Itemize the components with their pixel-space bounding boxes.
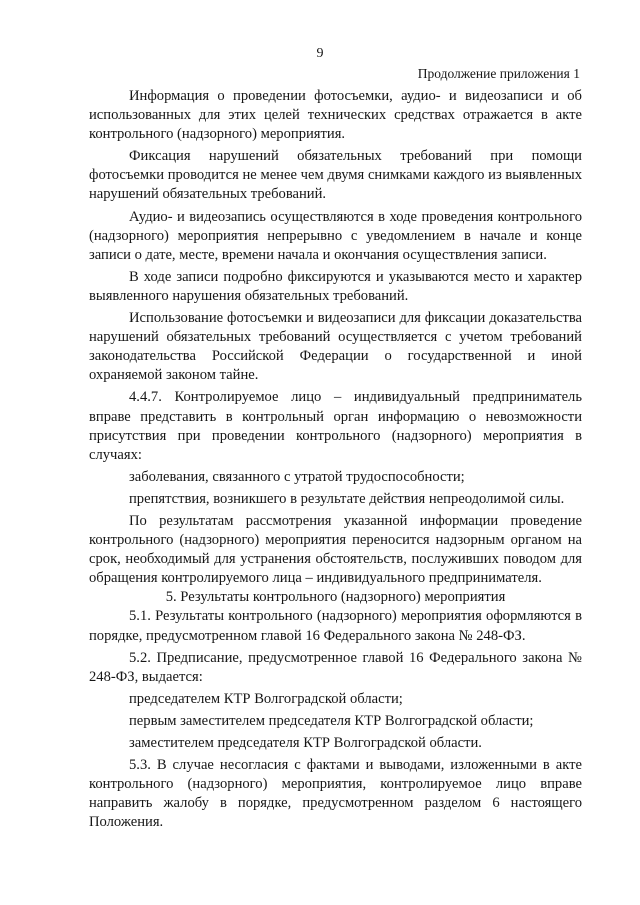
document-body [89, 87, 582, 832]
list-item-illness: заболевания, связанного с утратой трудоспособности; [129, 468, 465, 485]
list-item-deputy: заместителем председателя КТР Волгоградской области. [129, 735, 482, 751]
paragraph-postponement: По результатам рассмотрения указанной информации проведение контрольного (надзорного) мероприятия переносится надзорным органом на срок, необходимый для устранения обстоятельств, послуживших поводом для обращения контролируемого лица – индивидуального предпринимателя. [89, 512, 582, 587]
paragraph-photo-fixation: Фиксация нарушений обязательных требований при помощи фотосъемки проводится не менее чем двумя снимками каждого из выявленных нарушений обязательных требований. [89, 148, 582, 203]
page-number: 9 [316, 46, 324, 61]
appendix-note: Продолжение приложения 1 [417, 66, 580, 81]
paragraph-photo-info: Информация о проведении фотосъемки, аудио- и видеозаписи и об использованных для этих целей технических средствах отражается в акте контрольного (надзорного) мероприятия. [89, 88, 582, 143]
paragraph-5-3: 5.3. В случае несогласия с фактами и выводами, изложенными в акте контрольного (надзорного) мероприятия, контролируемое лицо вправе направить жалобу в порядке, предусмотренном разделом 6 настоящего Положения. [89, 757, 582, 831]
section-title: 5. Результаты контрольного (надзорного) мероприятия [165, 589, 506, 606]
list-item-force-majeure: препятствия, возникшего в результате действия непреодолимой силы. [129, 490, 565, 507]
paragraph-4-4-7: 4.4.7. Контролируемое лицо – индивидуальный предприниматель вправе представить в контрольный орган информацию о невозможности присутствия при проведении контрольного (надзорного) мероприятия в случаях: [89, 389, 582, 463]
paragraph-audio-video: Аудио- и видеозапись осуществляются в ходе проведения контрольного (надзорного) мероприятия непрерывно с уведомлением в начале и конце записи о дате, месте, времени начала и окончания осуществления записи. [89, 208, 582, 263]
list-item-chairman: председателем КТР Волгоградской области; [129, 690, 403, 707]
paragraph-usage-secrecy: Использование фотосъемки и видеозаписи для фиксации доказательства нарушений обязательных требований осуществляется с учетом требований законодательства Российской Федерации о государственной и иной охраняемой законом тайне. [89, 310, 582, 384]
paragraph-5-1: 5.1. Результаты контрольного (надзорного) мероприятия оформляются в порядке, предусмотренном главой 16 Федерального закона № 248-ФЗ. [89, 608, 582, 644]
paragraph-5-2: 5.2. Предписание, предусмотренное главой 16 Федерального закона № 248-ФЗ, выдается: [89, 649, 582, 685]
list-item-first-deputy: первым заместителем председателя КТР Волгоградской области; [129, 712, 534, 729]
paragraph-recording-details: В ходе записи подробно фиксируются и указываются место и характер выявленного нарушения обязательных требований. [89, 268, 582, 304]
